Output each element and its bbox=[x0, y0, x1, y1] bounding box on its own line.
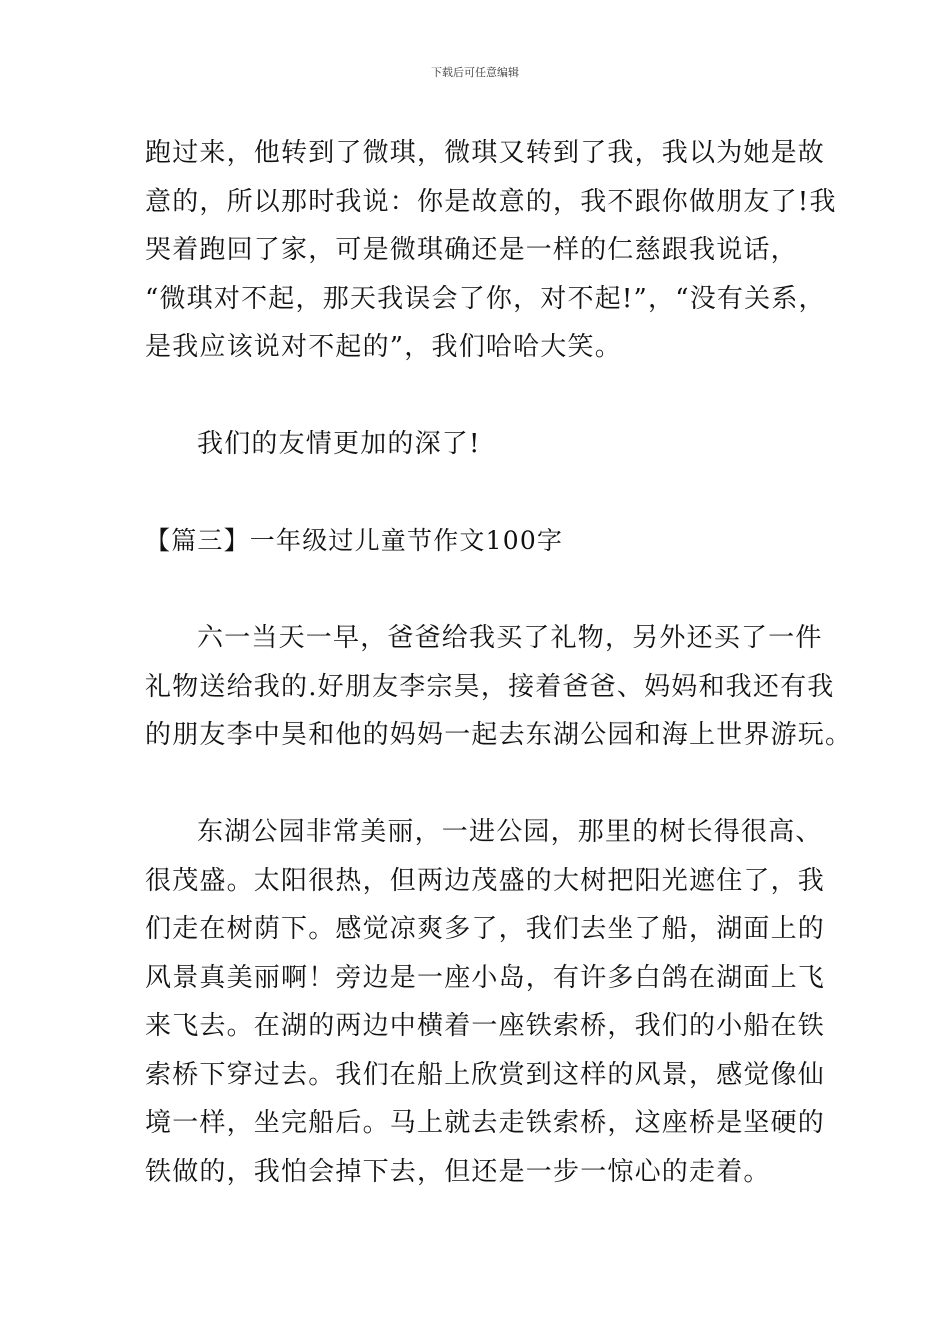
text-line: “微琪对不起，那天我误会了你，对不起!”，“没有关系， bbox=[145, 283, 826, 314]
paragraph-spacer bbox=[145, 372, 835, 421]
text-line: 跑过来，他转到了微琪，微琪又转到了我，我以为她是故 bbox=[145, 138, 826, 168]
text-line: 很茂盛。太阳很热，但两边茂盛的大树把阳光遮住了，我 bbox=[145, 865, 826, 896]
text-line: 们走在树荫下。感觉凉爽多了，我们去坐了船，湖面上的 bbox=[145, 914, 826, 944]
text-line: 的朋友李中昊和他的妈妈一起去东湖公园和海上世界游玩。 bbox=[145, 720, 853, 750]
text-line: 礼物送给我的.好朋友李宗昊，接着爸爸、妈妈和我还有我 bbox=[145, 671, 835, 702]
text-line: 六一当天一早，爸爸给我买了礼物，另外还买了一件 bbox=[197, 623, 823, 653]
paragraph-spacer bbox=[145, 760, 835, 809]
text-line: 境一样，坐完船后。马上就去走铁索桥，这座桥是坚硬的 bbox=[145, 1108, 826, 1138]
text-line: 东湖公园非常美丽，一进公园，那里的树长得很高、 bbox=[197, 817, 823, 847]
text-line: 风景真美丽啊！旁边是一座小岛，有许多白鸽在湖面上飞 bbox=[145, 962, 826, 993]
document-body bbox=[145, 129, 853, 1196]
paragraph-1 bbox=[145, 129, 835, 372]
paragraph-2 bbox=[145, 420, 835, 469]
text-line: 意的，所以那时我说：你是故意的，我不跟你做朋友了!我 bbox=[145, 186, 837, 217]
text-line: 索桥下穿过去。我们在船上欣赏到这样的风景，感觉像仙 bbox=[145, 1059, 826, 1090]
section-heading bbox=[145, 517, 835, 566]
paragraph-spacer bbox=[145, 566, 835, 615]
text-line: 我们的友情更加的深了! bbox=[197, 429, 481, 459]
paragraph-spacer bbox=[145, 469, 835, 518]
text-line: 来飞去。在湖的两边中横着一座铁索桥，我们的小船在铁 bbox=[145, 1011, 826, 1041]
text-line: 是我应该说对不起的”，我们哈哈大笑。 bbox=[145, 332, 622, 362]
paragraph-4 bbox=[145, 808, 835, 1196]
paragraph-3 bbox=[145, 614, 853, 760]
text-line: 铁做的，我怕会掉下去，但还是一步一惊心的走着。 bbox=[145, 1156, 771, 1187]
text-line: 哭着跑回了家，可是微琪确还是一样的仁慈跟我说话， bbox=[145, 235, 798, 265]
section-title: 【篇三】一年级过儿童节作文100字 bbox=[145, 526, 564, 555]
page-header-note: 下载后可任意编辑 bbox=[431, 66, 519, 79]
